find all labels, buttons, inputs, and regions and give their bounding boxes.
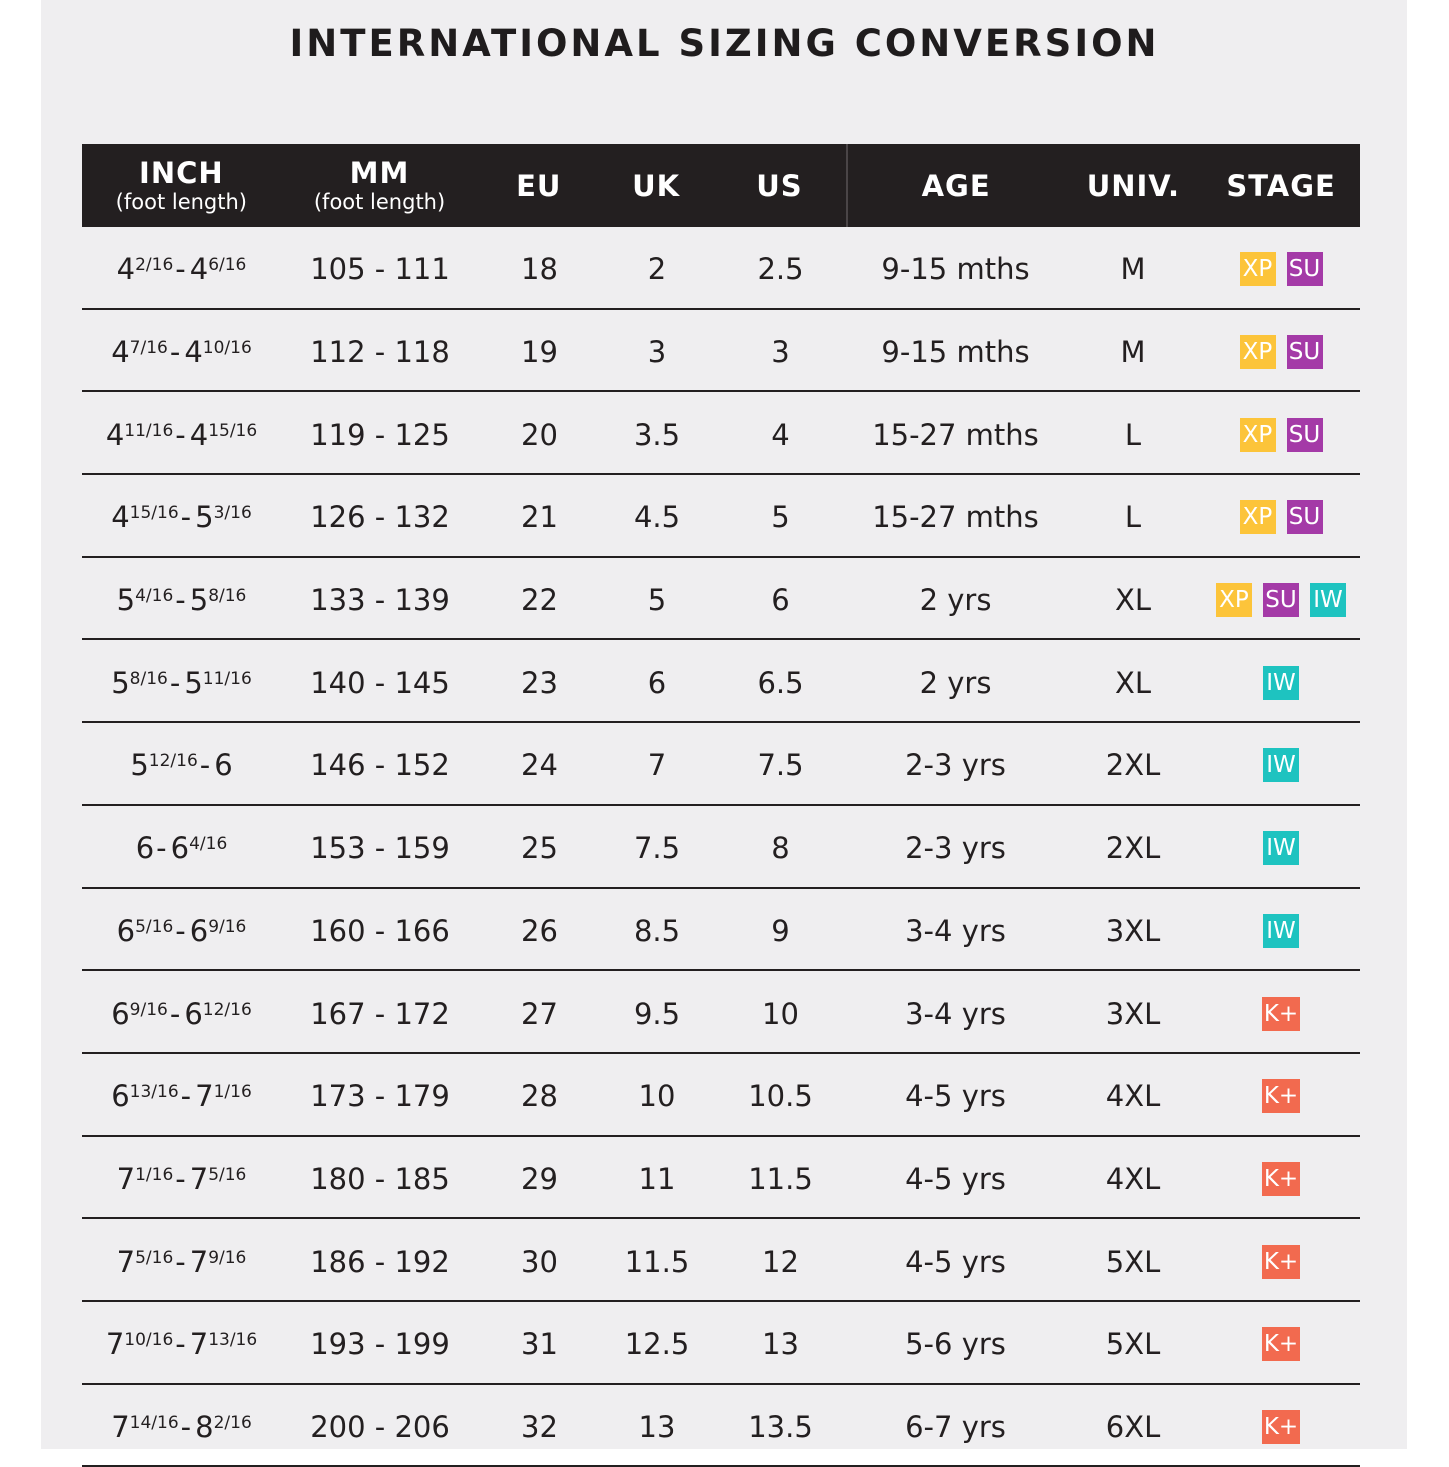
inch-to: 6 [184,996,203,1031]
stage-badge: K+ [1262,1327,1300,1361]
inch-to: 6 [170,831,190,866]
cell-us: 7.5 [757,748,804,783]
page-title: INTERNATIONAL SIZING CONVERSION [289,22,1160,65]
cell-inch: 4 $^{15/16}$ - 5 $^{3/16}$ [111,500,252,535]
stage-badge: XP [1240,335,1276,369]
inch-dash: - [180,500,192,535]
stage-badges [1262,1327,1300,1361]
cell-mm: 119 - 125 [310,417,450,452]
cell-eu: 21 [521,500,558,535]
cell-uk: 6 [647,665,667,700]
stage-badge: IW [1263,914,1299,948]
inch-from: 5 [111,665,130,700]
table-row [82,1219,1360,1302]
cell-age: 9-15 mths [881,252,1030,287]
cell-mm: 200 - 206 [310,1409,450,1444]
header-uk-label: UK [632,168,681,203]
cell-mm: 146 - 152 [310,748,450,783]
table-row [82,723,1360,806]
cell-age: 2 yrs [919,665,992,700]
table-row [82,971,1360,1054]
cell-univ: 6XL [1105,1409,1161,1444]
cell-age: 5-6 yrs [905,1327,1006,1362]
cell-mm: 140 - 145 [310,665,450,700]
sizing-table [82,144,1360,1467]
inch-from: 6 [135,831,155,866]
cell-uk: 9.5 [633,996,681,1031]
cell-stage [1202,227,1360,308]
inch-to: 7 [189,1244,209,1279]
cell-eu: 23 [521,665,558,700]
cell-age: 2-3 yrs [905,831,1006,866]
table-row [82,1302,1360,1385]
stage-badges [1240,252,1323,286]
cell-inch: 6 $^{13/16}$ - 7 $^{1/16}$ [111,1079,252,1114]
cell-stage [1202,889,1360,970]
cell-age: 15-27 mths [872,500,1039,535]
cell-us: 10 [762,996,799,1031]
cell-stage [1202,1137,1360,1218]
table-row [82,558,1360,641]
inch-from: 6 [111,1079,130,1114]
cell-us: 12 [762,1244,799,1279]
cell-univ: 4XL [1105,1161,1161,1196]
stage-badge: SU [1287,418,1323,452]
cell-stage [1202,392,1360,473]
header-age [846,144,1065,227]
cell-stage [1202,310,1360,391]
inch-from: 6 [111,996,130,1031]
inch-to: 5 [195,500,214,535]
table-header [82,144,1360,227]
stage-badges [1263,831,1299,865]
cell-mm: 173 - 179 [310,1079,450,1114]
cell-stage [1202,640,1360,721]
cell-mm: 186 - 192 [310,1244,450,1279]
header-univ-label: UNIV. [1086,168,1181,203]
stage-badges [1262,1079,1300,1113]
cell-stage [1202,1219,1360,1300]
cell-stage [1202,723,1360,804]
header-eu-label: EU [516,168,562,203]
inch-dash: - [199,748,211,783]
cell-inch: 7 $^{14/16}$ - 8 $^{2/16}$ [111,1409,252,1444]
inch-to: 5 [184,665,203,700]
stage-badge: SU [1287,500,1323,534]
stage-badges [1262,997,1300,1031]
inch-dash: - [169,335,181,370]
cell-inch: 7 $^{10/16}$ - 7 $^{13/16}$ [105,1327,258,1362]
inch-from: 4 [116,252,136,287]
inch-to: 4 [189,252,209,287]
cell-uk: 13 [638,1409,676,1444]
cell-mm: 160 - 166 [310,913,450,948]
cell-univ: XL [1114,583,1152,618]
table-row [82,889,1360,972]
cell-stage [1202,971,1360,1052]
cell-inch: 5 $^{4/16}$ - 5 $^{8/16}$ [116,583,247,618]
header-uk [599,144,713,227]
stage-badge: XP [1240,418,1276,452]
cell-mm: 193 - 199 [310,1327,450,1362]
cell-inch: 4 $^{7/16}$ - 4 $^{10/16}$ [111,335,252,370]
header-univ [1064,144,1202,227]
inch-dash: - [175,913,186,948]
stage-badges [1263,666,1299,700]
inch-dash: - [175,583,186,618]
cell-us: 3 [771,335,790,370]
cell-us: 9 [771,913,790,948]
cell-eu: 20 [521,417,558,452]
inch-from: 4 [105,417,125,452]
inch-to: 6 [189,913,209,948]
stage-badge: K+ [1262,1245,1300,1279]
inch-from: 7 [111,1409,130,1444]
stage-badge: K+ [1262,997,1300,1031]
inch-dash: - [175,1327,186,1362]
inch-to: 7 [189,1327,209,1362]
cell-uk: 7 [647,748,667,783]
table-row [82,1385,1360,1467]
inch-dash: - [156,831,167,866]
cell-us: 5 [771,500,790,535]
stage-badge: XP [1216,583,1252,617]
header-inch [82,144,281,227]
stage-badges [1262,1410,1300,1444]
cell-age: 3-4 yrs [905,996,1006,1031]
cell-inch: 4 $^{2/16}$ - 4 $^{6/16}$ [116,252,247,287]
cell-stage [1202,558,1360,639]
inch-to: 5 [189,583,209,618]
cell-age: 4-5 yrs [905,1244,1006,1279]
inch-to: 4 [189,417,209,452]
inch-from: 4 [111,335,130,370]
cell-eu: 30 [521,1244,558,1279]
table-body [82,227,1360,1467]
cell-eu: 31 [521,1327,558,1362]
header-us-label: US [756,168,803,203]
cell-age: 3-4 yrs [905,913,1006,948]
table-row [82,392,1360,475]
cell-us: 2.5 [757,252,804,287]
cell-mm: 126 - 132 [310,500,450,535]
inch-to: 7 [189,1161,209,1196]
stage-badge: IW [1263,666,1299,700]
cell-eu: 25 [521,831,558,866]
table-row [82,806,1360,889]
cell-univ: M [1120,335,1146,370]
cell-eu: 24 [521,748,558,783]
stage-badge: SU [1263,583,1299,617]
stage-badge: XP [1240,252,1276,286]
cell-age: 4-5 yrs [905,1161,1006,1196]
cell-inch: 6 - 6 $^{4/16}$ [135,831,228,866]
inch-dash: - [169,665,181,700]
inch-dash: - [180,1079,192,1114]
stage-badges [1262,1245,1300,1279]
stage-badges [1240,418,1323,452]
cell-uk: 2 [647,252,667,287]
inch-dash: - [180,1409,192,1444]
inch-to: 4 [184,335,203,370]
stage-badge: K+ [1262,1162,1300,1196]
cell-us: 6.5 [757,665,804,700]
cell-age: 2 yrs [919,583,992,618]
header-inch-sublabel: (foot length) [115,189,247,214]
cell-age: 2-3 yrs [905,748,1006,783]
inch-to: 7 [195,1079,214,1114]
stage-badges [1240,335,1323,369]
inch-to: 6 [214,748,233,783]
cell-uk: 11 [638,1161,676,1196]
cell-age: 9-15 mths [881,335,1030,370]
cell-eu: 18 [521,252,558,287]
header-mm-sublabel: (foot length) [313,189,446,214]
stage-badge: IW [1263,831,1299,865]
cell-uk: 3.5 [633,417,681,452]
cell-mm: 112 - 118 [310,335,450,370]
cell-us: 8 [771,831,790,866]
cell-us: 11.5 [748,1161,813,1196]
cell-us: 13 [762,1327,799,1362]
cell-uk: 5 [647,583,667,618]
inch-to: 8 [195,1409,214,1444]
cell-age: 15-27 mths [872,417,1039,452]
inch-dash: - [175,252,186,287]
header-eu [478,144,599,227]
cell-inch: 7 $^{1/16}$ - 7 $^{5/16}$ [116,1161,247,1196]
cell-inch: 5 $^{12/16}$ - 6 [130,748,233,783]
cell-us: 13.5 [748,1409,813,1444]
cell-uk: 12.5 [624,1327,690,1362]
cell-stage [1202,806,1360,887]
header-stage [1202,144,1360,227]
stage-badges [1263,748,1299,782]
table-row [82,227,1360,310]
cell-uk: 4.5 [633,500,681,535]
header-us [713,144,846,227]
cell-inch: 6 $^{9/16}$ - 6 $^{12/16}$ [111,996,252,1031]
inch-dash: - [175,417,186,452]
cell-age: 4-5 yrs [905,1079,1006,1114]
cell-mm: 180 - 185 [310,1161,450,1196]
cell-univ: XL [1114,665,1152,700]
inch-dash: - [169,996,181,1031]
cell-eu: 26 [521,913,558,948]
inch-from: 4 [111,500,130,535]
cell-inch: 5 $^{8/16}$ - 5 $^{11/16}$ [111,665,252,700]
cell-eu: 22 [521,583,558,618]
cell-univ: 3XL [1105,913,1161,948]
cell-univ: 3XL [1105,996,1161,1031]
cell-uk: 8.5 [633,913,681,948]
header-mm-label: MM [349,155,410,190]
cell-stage [1202,1054,1360,1135]
stage-badges [1263,914,1299,948]
header-age-label: AGE [921,168,991,203]
cell-univ: L [1124,417,1142,452]
table-row [82,475,1360,558]
cell-us: 4 [771,417,790,452]
inch-from: 5 [116,583,136,618]
inch-dash: - [175,1161,186,1196]
cell-eu: 19 [521,335,558,370]
cell-univ: M [1120,252,1146,287]
cell-inch: 4 $^{11/16}$ - 4 $^{15/16}$ [105,417,258,452]
cell-uk: 7.5 [633,831,681,866]
cell-eu: 28 [521,1079,558,1114]
cell-uk: 10 [638,1079,676,1114]
inch-from: 6 [116,913,136,948]
cell-stage [1202,475,1360,556]
stage-badge: IW [1263,748,1299,782]
cell-eu: 32 [521,1409,558,1444]
stage-badges [1240,500,1323,534]
cell-uk: 3 [647,335,667,370]
table-row [82,310,1360,393]
table-row [82,640,1360,723]
table-row [82,1137,1360,1220]
stage-badge: IW [1310,583,1346,617]
stage-badges [1216,583,1346,617]
stage-badge: SU [1287,335,1323,369]
cell-univ: 5XL [1105,1327,1161,1362]
cell-eu: 29 [521,1161,558,1196]
cell-us: 10.5 [748,1079,813,1114]
inch-from: 7 [116,1161,136,1196]
stage-badges [1262,1162,1300,1196]
cell-mm: 153 - 159 [310,831,450,866]
cell-stage [1202,1302,1360,1383]
cell-eu: 27 [521,996,558,1031]
header-mm [281,144,479,227]
cell-mm: 105 - 111 [310,252,450,287]
cell-inch: 6 $^{5/16}$ - 6 $^{9/16}$ [116,913,247,948]
cell-age: 6-7 yrs [905,1409,1006,1444]
inch-from: 7 [116,1244,136,1279]
cell-inch: 7 $^{5/16}$ - 7 $^{9/16}$ [116,1244,247,1279]
inch-dash: - [175,1244,186,1279]
cell-us: 6 [771,583,790,618]
cell-univ: 5XL [1105,1244,1161,1279]
cell-mm: 167 - 172 [310,996,450,1031]
table-row [82,1054,1360,1137]
cell-univ: 4XL [1105,1079,1161,1114]
cell-univ: 2XL [1105,831,1161,866]
header-inch-label: INCH [139,155,224,190]
stage-badge: SU [1287,252,1323,286]
cell-stage [1202,1385,1360,1466]
header-stage-label: STAGE [1226,168,1336,203]
inch-from: 7 [105,1327,125,1362]
stage-badge: XP [1240,500,1276,534]
cell-uk: 11.5 [624,1244,690,1279]
cell-mm: 133 - 139 [310,583,450,618]
cell-univ: 2XL [1105,748,1161,783]
stage-badge: K+ [1262,1079,1300,1113]
cell-univ: L [1124,500,1142,535]
stage-badge: K+ [1262,1410,1300,1444]
inch-from: 5 [130,748,149,783]
